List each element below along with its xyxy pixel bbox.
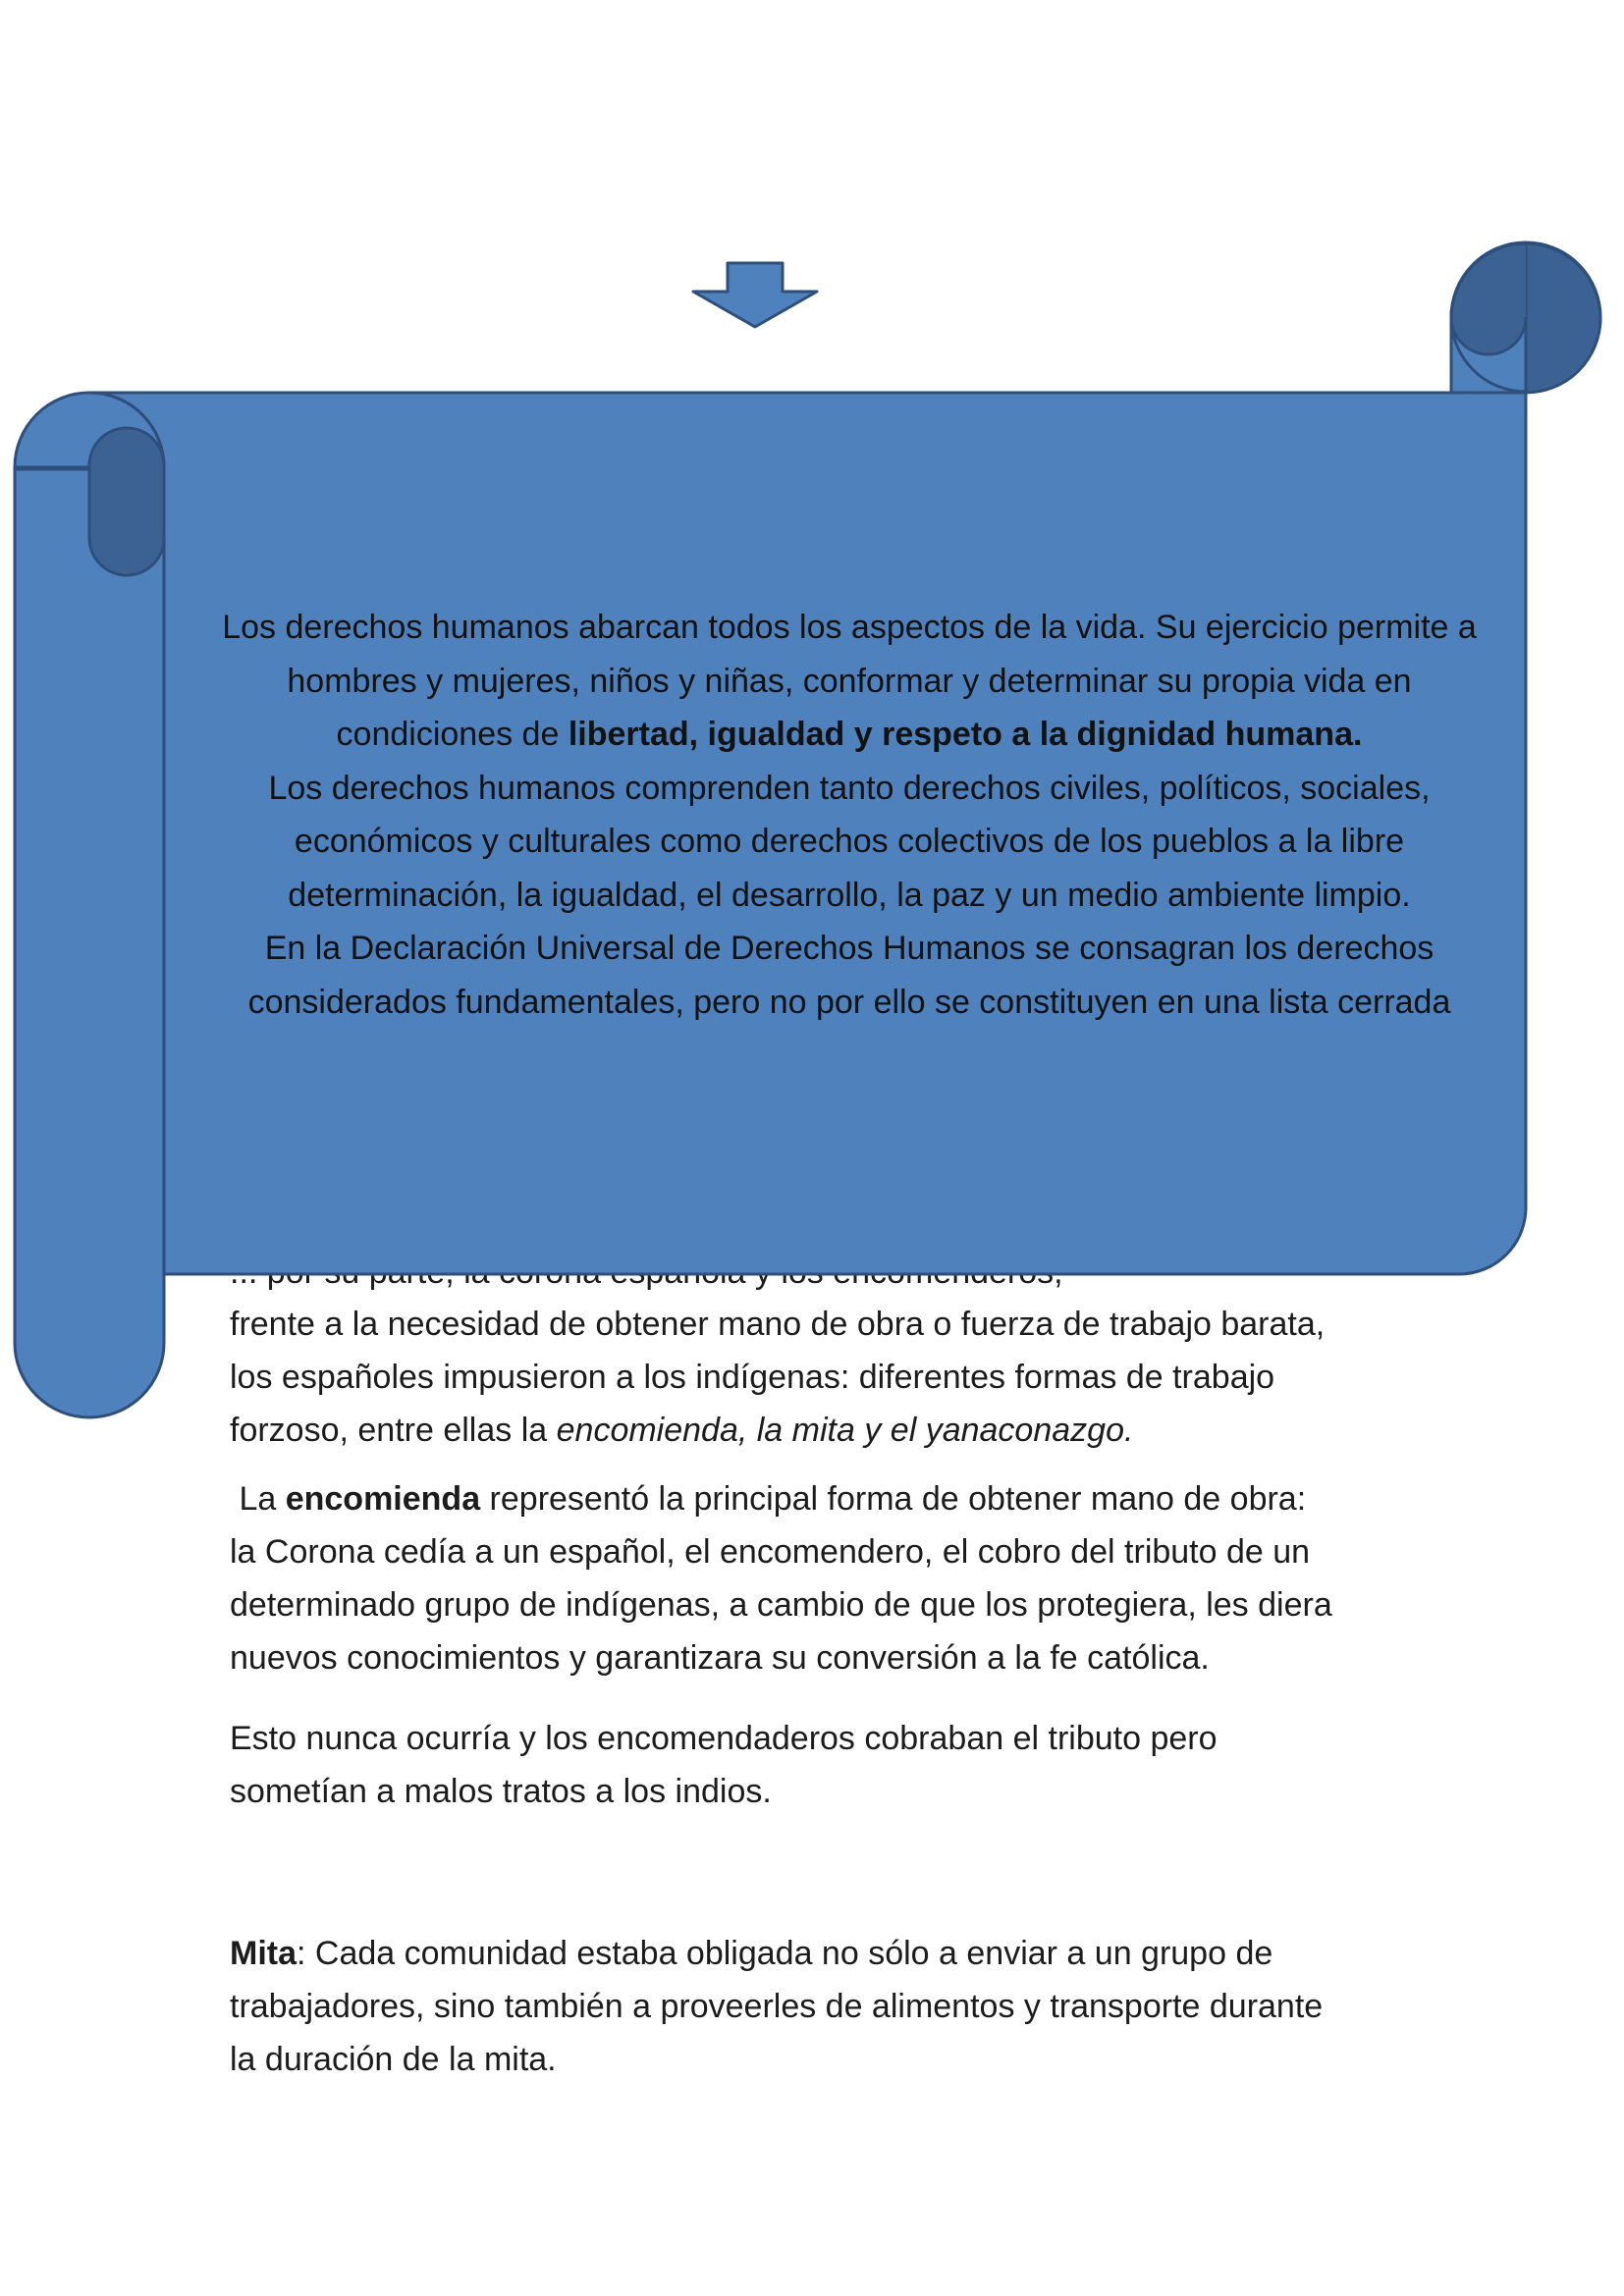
abuse-line-1: Esto nunca ocurría y los encomendaderos cobraban el tributo pero — [230, 1720, 1218, 1757]
mita-term: Mita — [230, 1935, 297, 1972]
scroll-line-8: considerados fundamentales, pero no por ello se constituyen en una lista cerrada — [247, 983, 1451, 1021]
arrow-down-icon — [693, 263, 817, 327]
scroll-emphasis: libertad, igualdad y respeto a la dignidad humana. — [568, 716, 1363, 753]
scroll-right-inner-curl — [1451, 243, 1526, 354]
scroll-line-5: económicos y culturales como derechos colectivos de los pueblos a la libre — [294, 823, 1405, 860]
intro-line-3-text: forzoso, entre ellas la — [230, 1412, 557, 1449]
scroll-left-curl-shade — [89, 428, 164, 575]
scroll-line-3 — [196, 708, 1502, 762]
mita-line-3: la duración de la mita. — [230, 2041, 557, 2078]
scroll-line-6: determinación, la igualdad, el desarrollo, la paz y un medio ambiente limpio. — [288, 876, 1411, 914]
intro-line-2: los españoles impusieron a los indígenas: diferentes formas de trabajo — [230, 1359, 1275, 1396]
scroll-left-roll — [15, 469, 164, 1417]
scroll-line-1: Los derechos humanos abarcan todos los aspectos de la vida. Su ejercicio permite a — [222, 609, 1477, 646]
intro-line-1: frente a la necesidad de obtener mano de obra o fuerza de trabajo barata, — [230, 1306, 1326, 1343]
scroll-text-block — [196, 601, 1502, 1029]
scroll-line-4: Los derechos humanos comprenden tanto derechos civiles, políticos, sociales, — [268, 769, 1431, 807]
encomienda-line-2: la Corona cedía a un español, el encomendero, el cobro del tributo de un — [230, 1533, 1311, 1571]
scroll-line-3-text: condiciones de — [336, 716, 568, 753]
abuse-line-2: sometían a malos tratos a los indios. — [230, 1773, 772, 1810]
encomienda-line-3: determinado grupo de indígenas, a cambio de que los protegiera, les diera — [230, 1586, 1332, 1624]
encomienda-line-4: nuevos conocimientos y garantizara su conversión a la fe católica. — [230, 1639, 1210, 1677]
encomienda-line-1-rest: representó la principal forma de obtener mano de obra: — [480, 1480, 1307, 1518]
encomienda-lead: La — [230, 1480, 286, 1518]
encomienda-term: encomienda — [285, 1480, 481, 1518]
scroll-right-curl-shade — [1526, 243, 1600, 393]
scroll-line-7: En la Declaración Universal de Derechos Humanos se consagran los derechos — [264, 930, 1435, 967]
scroll-line-2: hombres y mujeres, niños y niñas, conformar y determinar su propia vida en — [287, 662, 1412, 700]
mita-line-1-rest: : Cada comunidad estaba obligada no sólo a enviar a un grupo de — [297, 1935, 1273, 1972]
mita-line-2: trabajadores, sino también a proveerles de alimentos y transporte durante — [230, 1988, 1324, 2025]
labor-forms-italic: encomienda, la mita y el yanaconazgo. — [556, 1412, 1134, 1449]
